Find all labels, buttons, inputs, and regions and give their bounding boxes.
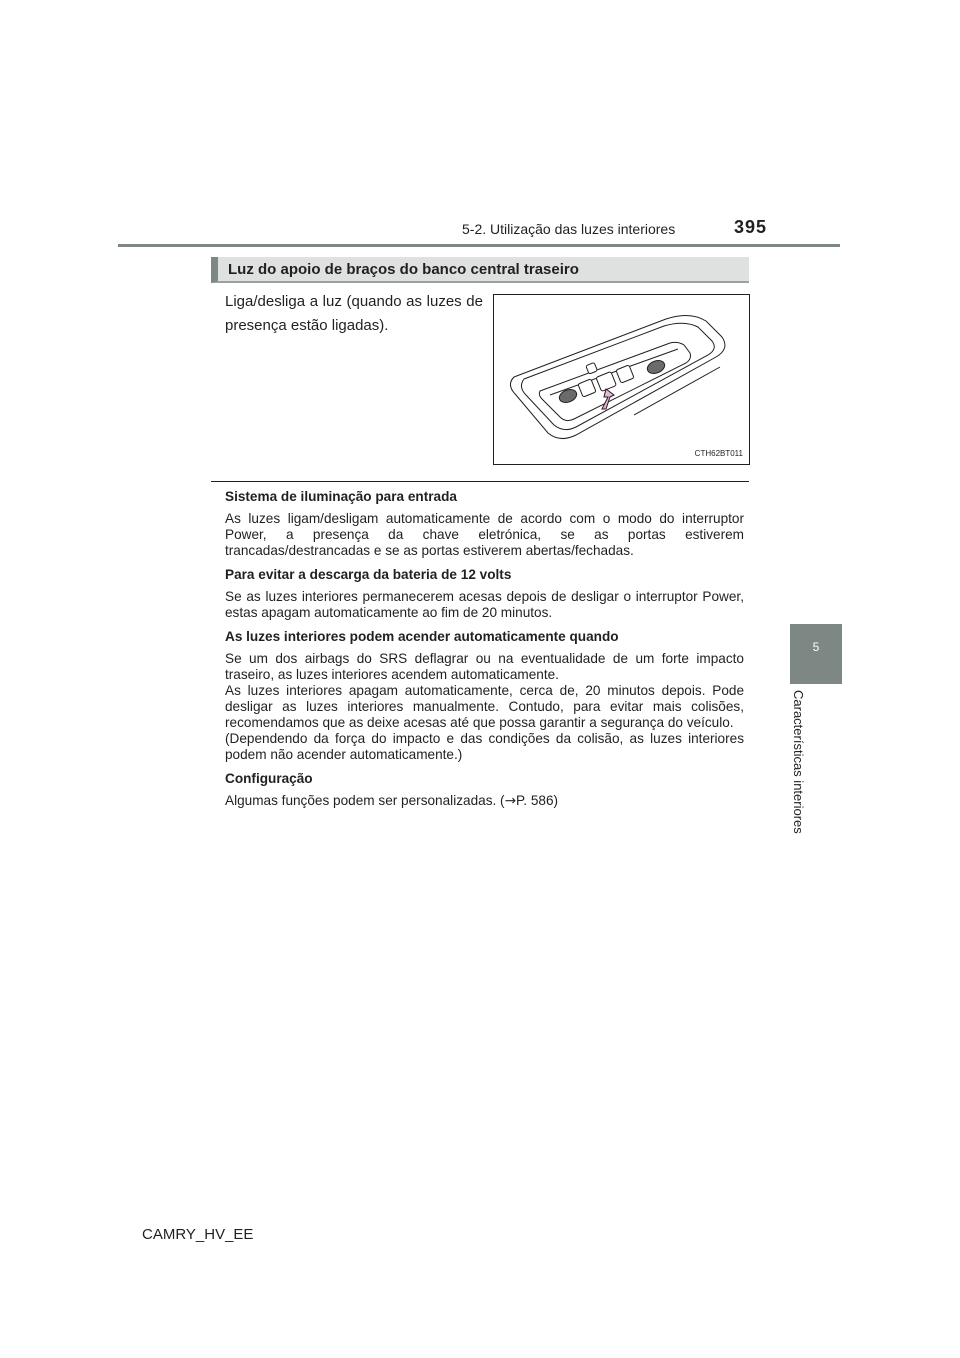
section-intro: Liga/desliga a luz (quando as luzes de presença estão ligadas). <box>225 293 483 334</box>
indicator-icon <box>586 362 598 374</box>
left-grip-icon <box>557 387 578 405</box>
note-paragraph: (Dependendo da força do impacto e das condições da colisão, as luzes interiores podem não acender automaticamente.) <box>225 731 744 762</box>
chapter-tab-title-text: Características interiores <box>791 690 806 834</box>
section-title: Luz do apoio de braços do banco central traseiro <box>228 261 579 278</box>
chapter-tab-title <box>792 690 804 860</box>
note-title: Sistema de iluminação para entrada <box>225 489 457 504</box>
page-reference-text: Algumas funções podem ser personalizadas. ( <box>225 793 505 808</box>
header-rule <box>118 244 840 247</box>
section-title-bar <box>211 257 749 283</box>
page-number: 395 <box>734 217 768 237</box>
figure-code: CTH62BT011 <box>694 449 743 458</box>
chapter-tab <box>790 624 842 684</box>
footer-model-code: CAMRY_HV_EE <box>142 1226 254 1243</box>
note-body <box>225 589 744 621</box>
note-body <box>225 793 744 809</box>
note-title: Para evitar a descarga da bateria de 12 volts <box>225 567 512 582</box>
chapter-tab-number: 5 <box>812 640 820 654</box>
light-switch-icon <box>596 372 616 392</box>
running-header-section: 5-2. Utilização das luzes interiores <box>462 221 676 237</box>
note-paragraph: Se um dos airbags do SRS deflagrar ou na eventualidade de um forte impacto traseiro, as luzes interiores acendem automaticamente. <box>225 651 744 682</box>
armrest-light-illustration <box>493 294 750 465</box>
seat-button-right-icon <box>616 365 634 383</box>
note-body <box>225 511 744 559</box>
note-body <box>225 651 744 763</box>
seat-button-left-icon <box>578 379 596 397</box>
note-title: Configuração <box>225 771 313 786</box>
press-arrow-icon <box>602 389 614 409</box>
notes-divider <box>211 481 749 482</box>
armrest-panel-drawing <box>494 295 749 464</box>
note-title: As luzes interiores podem acender automaticamente quando <box>225 629 619 644</box>
reference-arrow-icon: → <box>504 793 516 809</box>
notes-block <box>225 489 744 817</box>
note-paragraph: As luzes ligam/desligam automaticamente de acordo com o modo do interruptor Power, a presença da chave eletrónica, se as portas estiverem trancadas/destrancadas e se as portas estiverem abertas/fechadas. <box>225 511 744 558</box>
note-paragraph: As luzes interiores apagam automaticamente, cerca de, 20 minutos depois. Pode desligar as luzes interiores manualmente. Contudo, para evitar mais colisões, recomendamos que as deixe acesas até que possa garantir a segurança do veículo. <box>225 683 744 730</box>
right-grip-icon <box>645 358 666 376</box>
note-paragraph: Se as luzes interiores permanecerem acesas depois de desligar o interruptor Power, estas apagam automaticamente ao fim de 20 minutos. <box>225 589 744 620</box>
page-reference-link[interactable]: P. 586) <box>515 793 559 808</box>
page-reference <box>225 793 744 809</box>
